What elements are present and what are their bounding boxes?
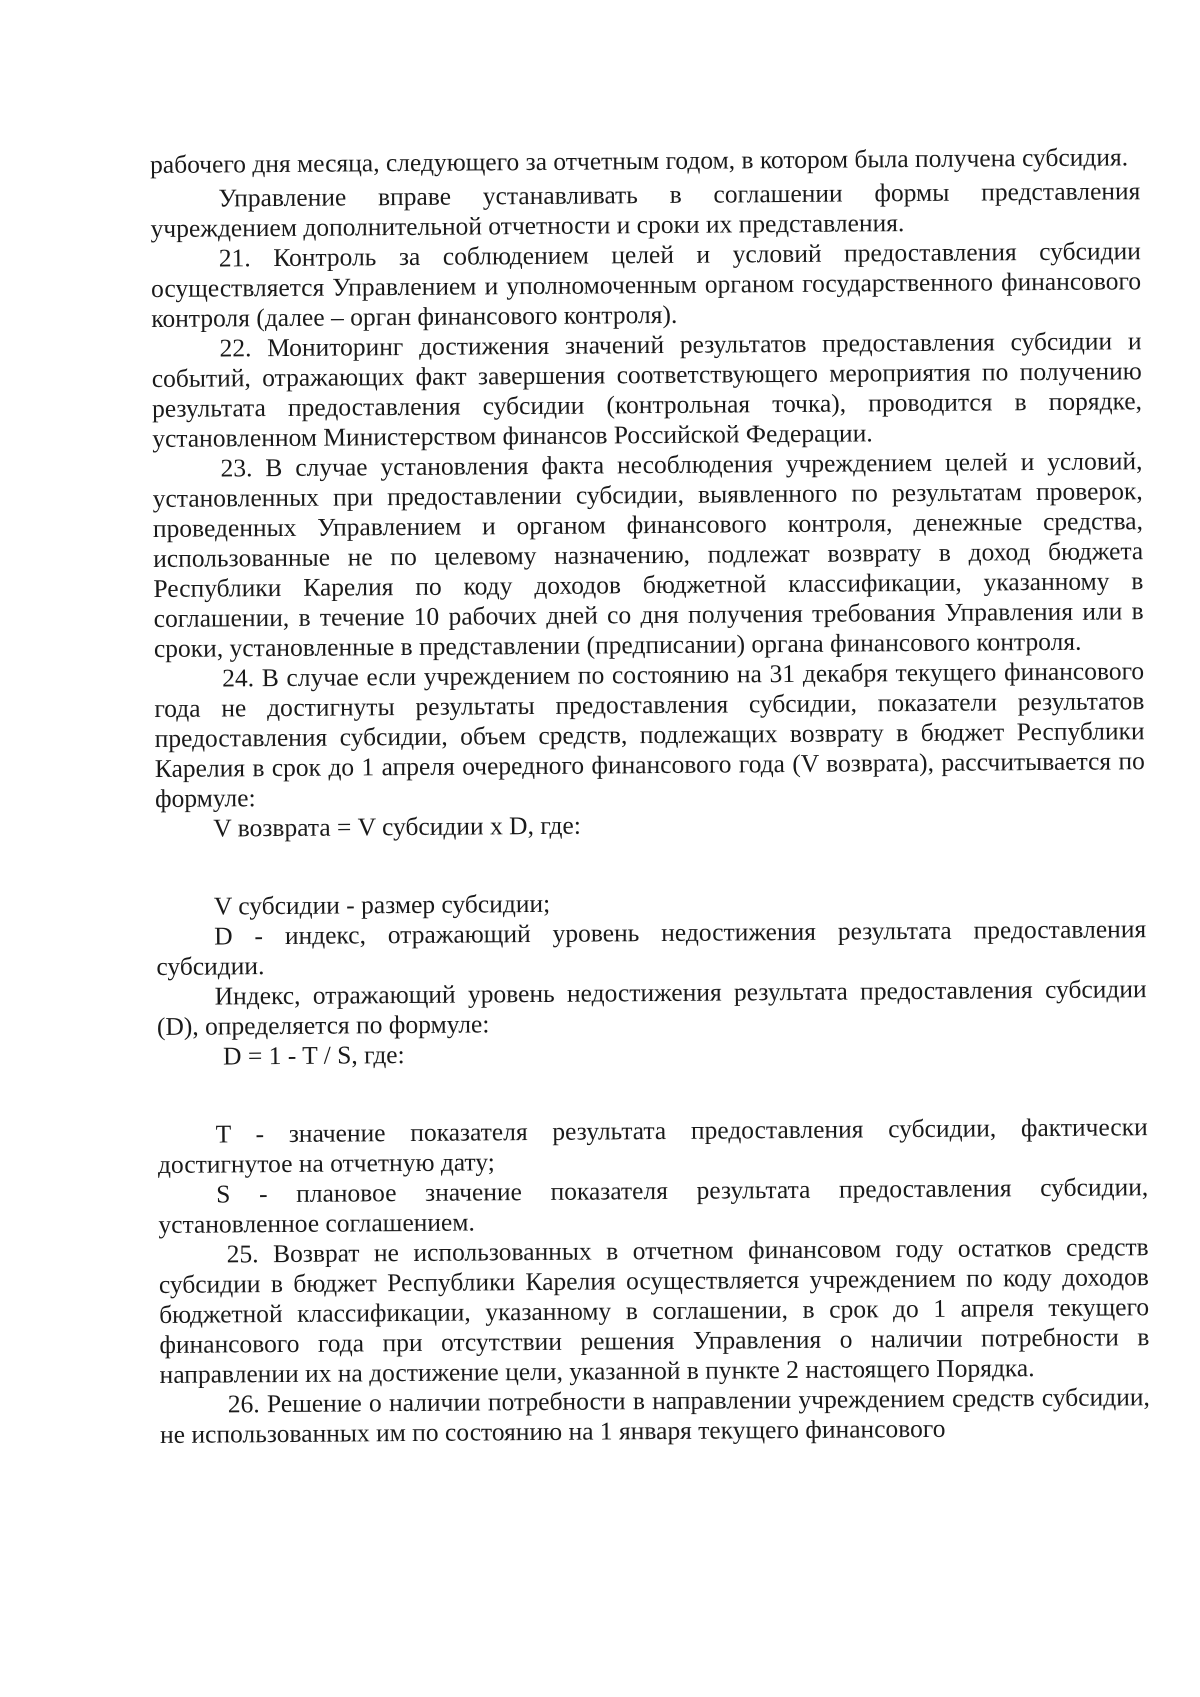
paragraph-upravlenie: Управление вправе устанавливать в соглашении формы представления учреждением дополнительной отчетности и сроки их представления. [150, 176, 1141, 243]
paragraph-continuation: рабочего дня месяца, следующего за отчетным годом, в котором была получена субсидия. [150, 142, 1129, 179]
definition-d: D - индекс, отражающий уровень недостижения результата предоставления субсидии. [156, 914, 1147, 981]
paragraph-24: 24. В случае если учреждением по состоянию на 31 декабря текущего финансового года не достигнуты результаты предоставления субсидии, показатели результатов предоставления субсидии, объем средств, подлежащих возврату в бюджет Республики Карелия в срок до 1 апреля очередного финансового года (V возврата), рассчитывается по формуле: [154, 656, 1145, 813]
paragraph-21: 21. Контроль за соблюдением целей и условий предоставления субсидии осуществляется Управлением и уполномоченным органом государственного финансового контроля (далее – орган финансового контроля). [150, 236, 1142, 333]
paragraph-22: 22. Мониторинг достижения значений результатов предоставления субсидии и событий, отражающих факт завершения соответствующего мероприятия по получению результата предоставления субсидии (контрольная точка), проводится в порядке, установленном Министерством финансов Российской Федерации. [151, 326, 1143, 453]
formula-v-vozvrata: V возврата = V субсидии x D, где: [213, 810, 581, 843]
document-body [150, 142, 1150, 1450]
paragraph-index: Индекс, отражающий уровень недостижения результата предоставления субсидии (D), определяется по формуле: [156, 974, 1147, 1041]
definition-v-subsidii: V субсидии - размер субсидии; [213, 888, 551, 921]
paragraph-25: 25. Возврат не использованных в отчетном финансовом году остатков средств субсидии в бюджет Республики Карелия осуществляется учреждением по коду доходов бюджетной классификации, указанному в соглашении, в срок до 1 апреля текущего финансового года при отсутствии решения Управления о наличии потребности в направлении их на достижение цели, указанной в пункте 2 настоящего Порядка. [158, 1232, 1150, 1389]
formula-d: D = 1 - T / S, где: [223, 1040, 405, 1071]
definition-t: T - значение показателя результата предоставления субсидии, фактически достигнутое на отчетную дату; [157, 1112, 1148, 1179]
paragraph-23: 23. В случае установления факта несоблюдения учреждением целей и условий, установленных при предоставлении субсидии, выявленного по результатам проверок, проведенных Управлением и органом финансового контроля, денежные средства, использованные не по целевому назначению, подлежат возврату в доход бюджета Республики Карелия по коду доходов бюджетной классификации, указанному в соглашении, в течение 10 рабочих дней со дня получения требования Управления или в сроки, установленные в представлении (предписании) органа финансового контроля. [152, 446, 1144, 663]
definition-s: S - плановое значение показателя результата предоставления субсидии, установленное соглашением. [158, 1172, 1149, 1239]
paragraph-26: 26. Решение о наличии потребности в направлении учреждением средств субсидии, не использованных им по состоянию на 1 января текущего финансового [159, 1382, 1150, 1449]
